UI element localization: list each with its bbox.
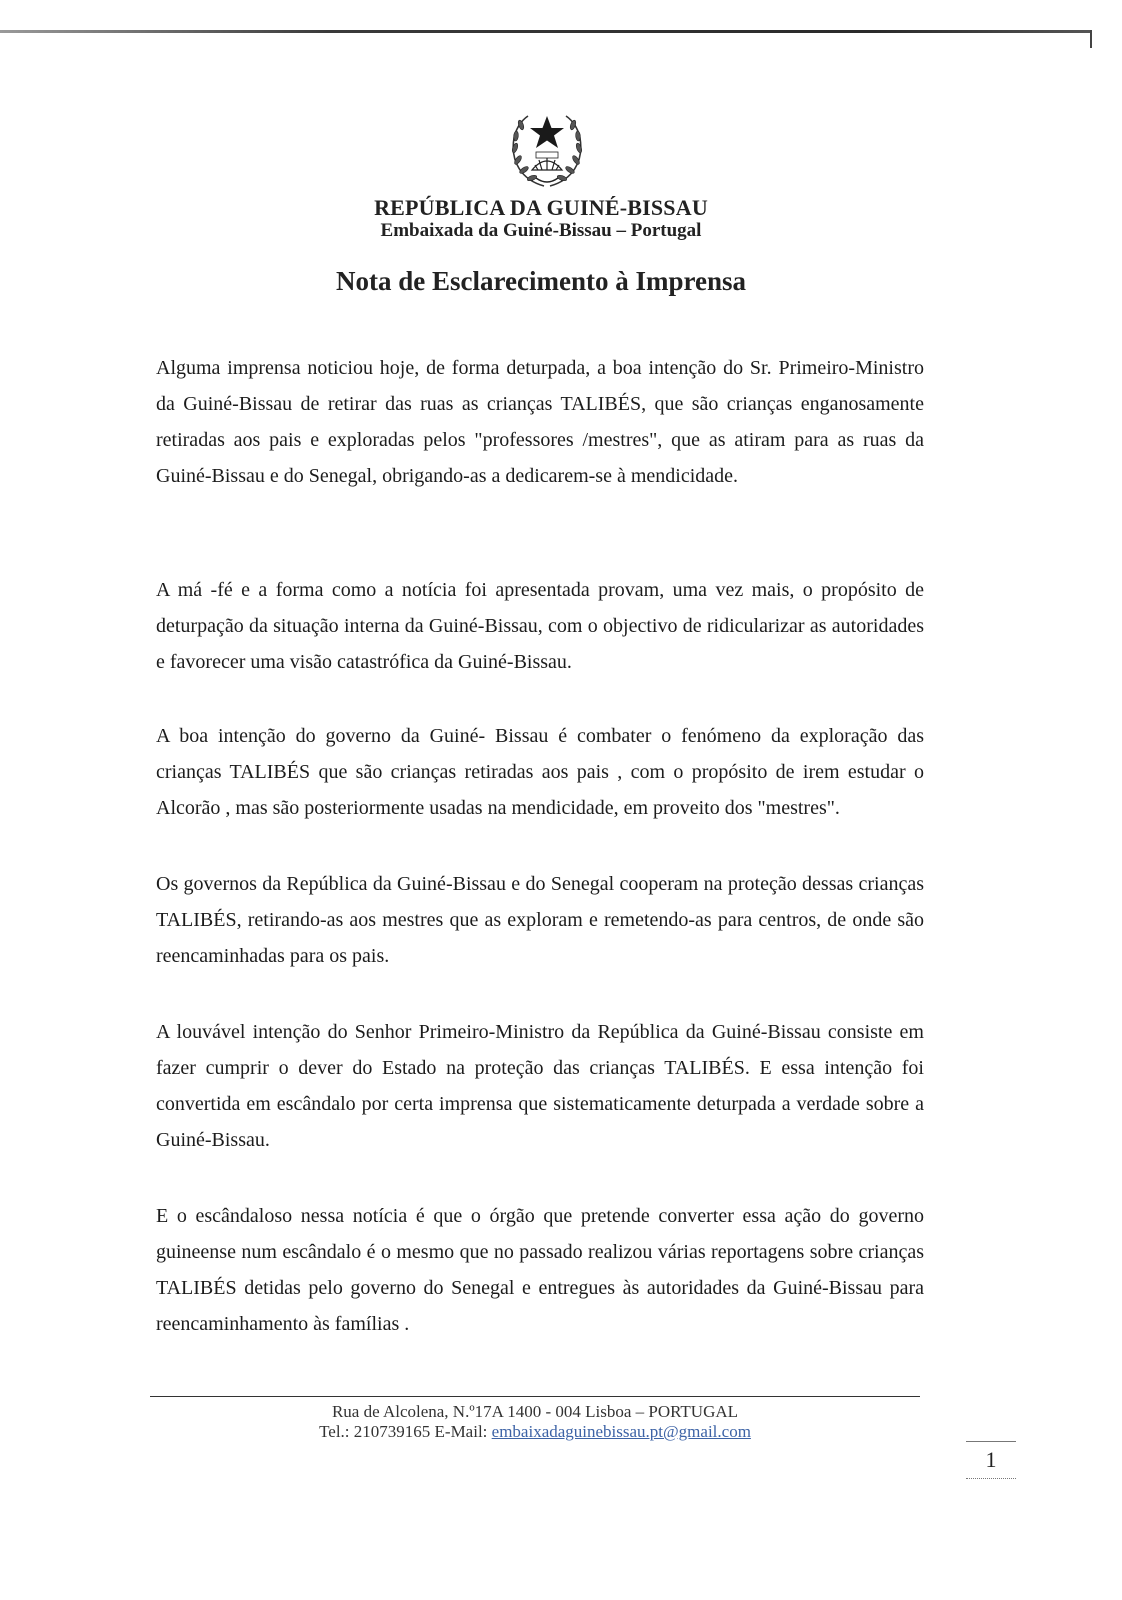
footer-contact (150, 1422, 920, 1442)
country-name: REPÚBLICA DA GUINÉ-BISSAU (374, 195, 708, 220)
embassy-name: Embaixada da Guiné-Bissau – Portugal (380, 220, 702, 241)
scan-edge-tick (1090, 30, 1092, 48)
paragraph-1: Alguma imprensa noticiou hoje, de forma deturpada, a boa intenção do Sr. Primeiro-Ministro da Guiné-Bissau de retirar das ruas as crianças TALIBÉS, que são crianças enganosamente retiradas aos pais e exploradas pelos "professores /mestres", que as atiram para as ruas da Guiné-Bissau e do Senegal, obrigando-as a dedicarem-se à mendicidade. (156, 357, 924, 487)
footer-divider (150, 1396, 920, 1397)
paragraph-4: Os governos da República da Guiné-Bissau e do Senegal cooperam na proteção dessas crianças TALIBÉS, retirando-as aos mestres que as exploram e remetendo-as para centros, de onde são reencaminhadas para os pais. (156, 873, 924, 967)
footer-tel-label: Tel.: 210739165 E-Mail: (319, 1422, 492, 1441)
document-title: Nota de Esclarecimento à Imprensa (336, 266, 746, 296)
page-number: 1 (966, 1441, 1016, 1479)
paragraph-5: A louvável intenção do Senhor Primeiro-Ministro da República da Guiné-Bissau consiste em fazer cumprir o dever do Estado na proteção das crianças TALIBÉS. E essa intenção foi convertida em escândalo por certa imprensa que sistematicamente deturpada a verdade sobre a Guiné-Bissau. (156, 1021, 924, 1151)
footer-address: Rua de Alcolena, N.º17A 1400 - 004 Lisboa – PORTUGAL (331, 1402, 739, 1421)
paragraph-2: A má -fé e a forma como a notícia foi apresentada provam, uma vez mais, o propósito de deturpação da situação interna da Guiné-Bissau, com o objectivo de ridicularizar as autoridades e favorecer uma visão catastrófica da Guiné-Bissau. (156, 579, 924, 673)
paragraph-3: A boa intenção do governo da Guiné- Bissau é combater o fenómeno da exploração das crianças TALIBÉS que são crianças retiradas aos pais , com o propósito de irem estudar o Alcorão , mas são posteriormente usadas na mendicidade, em proveito dos "mestres". (156, 725, 924, 819)
coat-of-arms-icon (506, 108, 588, 192)
paragraph-6: E o escândaloso nessa notícia é que o órgão que pretende converter essa ação do governo guineense num escândalo é o mesmo que no passado realizou várias reportagens sobre crianças TALIBÉS detidas pelo governo do Senegal e entregues às autoridades da Guiné-Bissau para reencaminhamento às famílias . (156, 1205, 924, 1335)
email-link[interactable]: embaixadaguinebissau.pt@gmail.com (491, 1422, 751, 1441)
scan-edge-line (0, 30, 1092, 33)
